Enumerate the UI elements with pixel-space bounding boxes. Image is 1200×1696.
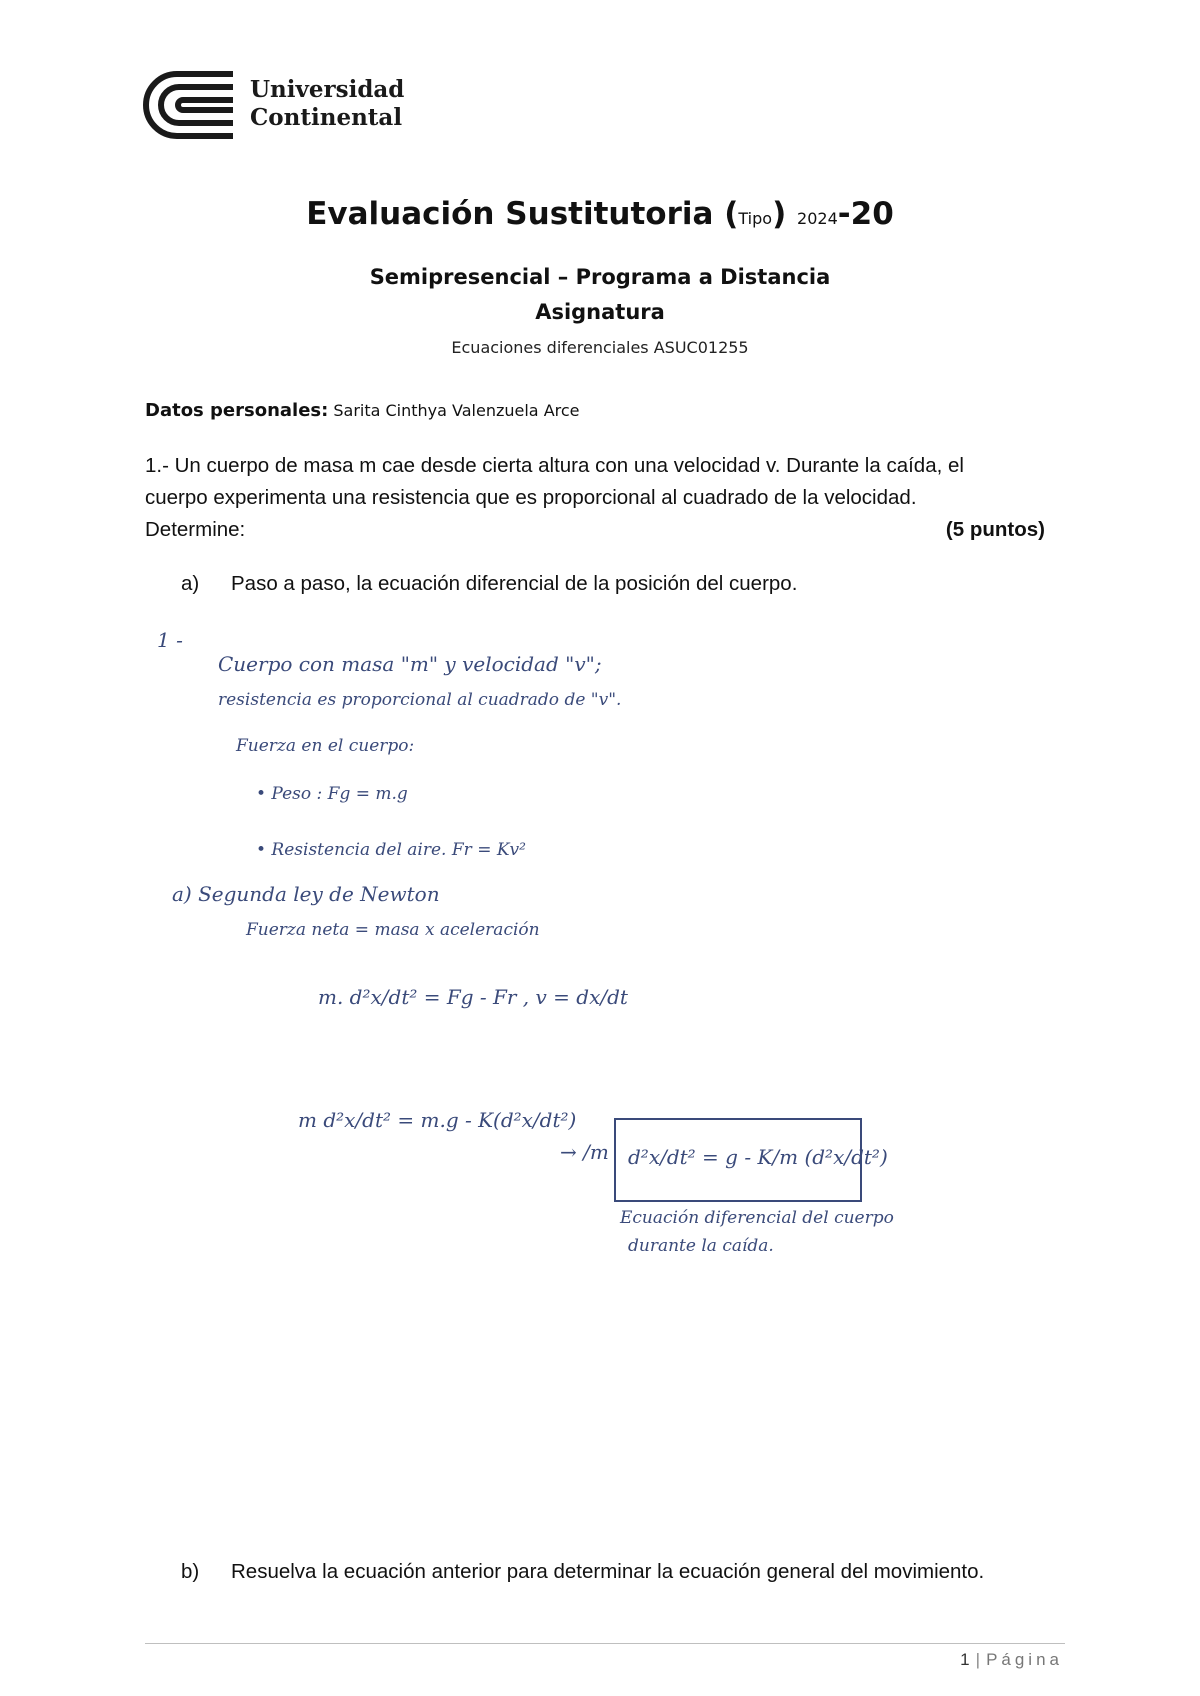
part-b [181, 1560, 984, 1584]
hw-line2: resistencia es proporcional al cuadrado de "v". [218, 690, 622, 710]
personal-data [145, 400, 580, 421]
university-logo-icon [143, 70, 235, 140]
title-main: Evaluación Sustitutoria ( [306, 196, 739, 232]
hw-boxed-equation: d²x/dt² = g - K/m (d²x/dt²) [628, 1145, 888, 1169]
question-1-line3: Determine: [145, 518, 246, 541]
hw-note-line1: Ecuación diferencial del cuerpo [620, 1208, 894, 1228]
part-a-text: Paso a paso, la ecuación diferencial de la posición del cuerpo. [231, 572, 798, 595]
question-1-line1: 1.- Un cuerpo de masa m cae desde cierta altura con una velocidad v. Durante la caída, el [145, 454, 964, 477]
title-close: ) [772, 196, 787, 232]
part-b-label: b) [181, 1560, 200, 1583]
title-num: 20 [850, 196, 894, 232]
student-name: Sarita Cinthya Valenzuela Arce [333, 401, 580, 420]
university-name-line2: Continental [250, 104, 403, 131]
hw-line3: Fuerza en el cuerpo: [236, 736, 415, 756]
course-name: Ecuaciones diferenciales ASUC01255 [451, 338, 749, 357]
part-a [181, 572, 797, 596]
page-number: 1 [960, 1650, 970, 1669]
university-name [250, 76, 404, 132]
hw-arrow: → /m [560, 1140, 609, 1164]
question-1 [145, 450, 1045, 546]
hw-line1: Cuerpo con masa "m" y velocidad "v"; [218, 652, 602, 676]
hw-line5: • Resistencia del aire. Fr = Kv² [256, 840, 526, 860]
footer-separator: | [975, 1650, 981, 1669]
title-tipo: Tipo [738, 209, 773, 228]
subject-label: Asignatura [535, 300, 665, 324]
personal-data-label: Datos personales: [145, 400, 329, 421]
hw-question-number: 1 - [157, 628, 183, 652]
hw-equation-1: m. d²x/dt² = Fg - Fr , v = dx/dt [318, 985, 628, 1009]
exam-title [0, 196, 1200, 232]
part-a-label: a) [181, 572, 200, 595]
page-footer [0, 1650, 1063, 1670]
part-b-text: Resuelva la ecuación anterior para determinar la ecuación general del movimiento. [231, 1560, 985, 1583]
question-1-line3-row [145, 514, 1045, 546]
title-year: 2024 [797, 209, 838, 228]
hw-equation-2: m d²x/dt² = m.g - K(d²x/dt²) [298, 1108, 577, 1132]
title-dash: - [837, 196, 851, 232]
hw-note-line2: durante la caída. [628, 1236, 774, 1256]
question-points: (5 puntos) [945, 518, 1045, 541]
program-subtitle: Semipresencial – Programa a Distancia [369, 265, 831, 289]
page-word: Página [986, 1650, 1063, 1669]
hw-line7: Fuerza neta = masa x aceleración [246, 920, 540, 940]
footer-divider [145, 1643, 1065, 1644]
university-name-line1: Universidad [250, 76, 405, 103]
question-1-line2: cuerpo experimenta una resistencia que es proporcional al cuadrado de la velocidad. [145, 486, 917, 509]
hw-line4: • Peso : Fg = m.g [256, 784, 408, 804]
hw-line6: a) Segunda ley de Newton [172, 882, 440, 906]
